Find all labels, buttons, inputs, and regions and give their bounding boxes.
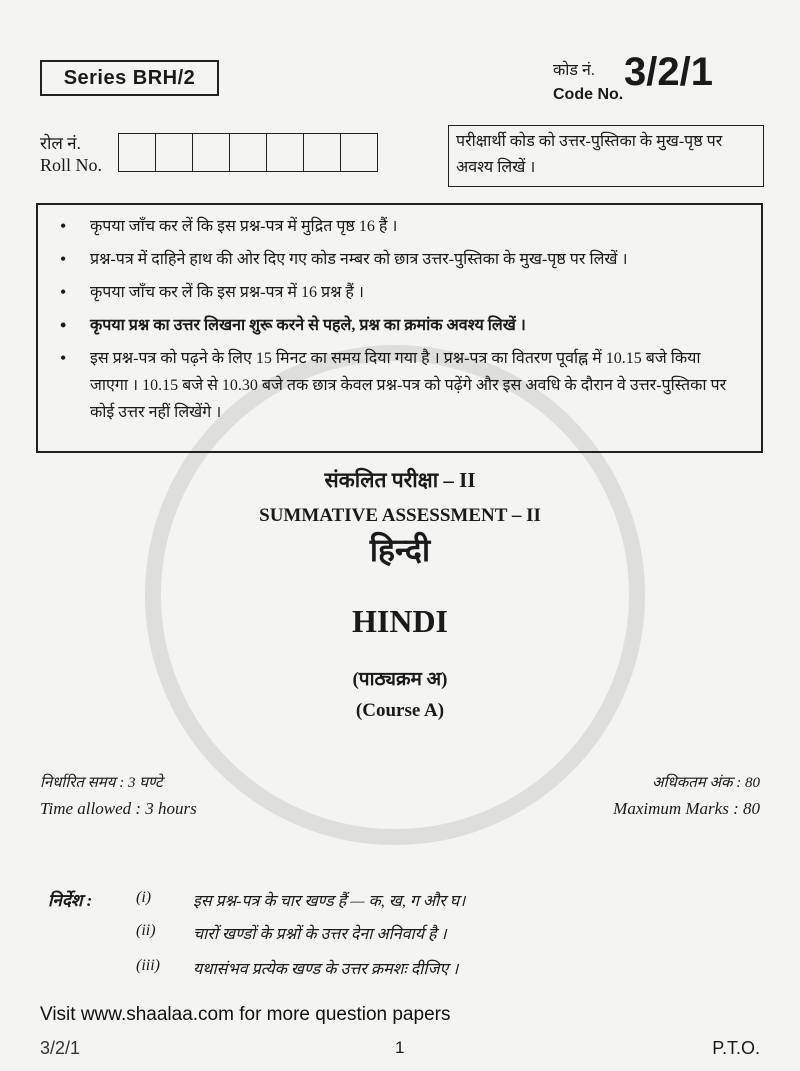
direction-item xyxy=(136,957,458,979)
roll-box xyxy=(193,134,230,171)
max-marks-english: Maximum Marks : 80 xyxy=(613,799,760,818)
direction-text: यथासंभव प्रत्येक खण्ड के उत्तर क्रमशः दीजिए । xyxy=(193,961,459,978)
direction-text: चारों खण्डों के प्रश्नों के उत्तर देना अनिवार्य है । xyxy=(193,926,447,943)
footer-visit-link[interactable]: Visit www.shaalaa.com for more question papers xyxy=(40,1004,451,1025)
subject-english: HINDI xyxy=(351,603,448,639)
instructions-box xyxy=(36,203,763,453)
roll-box xyxy=(230,134,267,171)
roll-box xyxy=(267,134,304,171)
exam-title-hindi: संकलित परीक्षा – II xyxy=(324,468,476,492)
exam-title-english: SUMMATIVE ASSESSMENT – II xyxy=(259,505,541,526)
direction-number: (iii) xyxy=(136,957,160,974)
instruction-text: कृपया जाँच कर लें कि इस प्रश्न-पत्र में 16 प्रश्न हैं । xyxy=(90,284,364,301)
instruction-item xyxy=(60,312,741,339)
footer-code: 3/2/1 xyxy=(40,1038,81,1058)
pto-label: P.T.O. xyxy=(712,1038,760,1058)
direction-item xyxy=(136,889,465,911)
roll-number-boxes xyxy=(118,133,378,172)
roll-box xyxy=(304,134,341,171)
code-label-hindi: कोड नं. xyxy=(553,62,595,79)
roll-box xyxy=(156,134,193,171)
bullet-icon: • xyxy=(60,315,67,335)
time-allowed-hindi: निर्धारित समय : 3 घण्टे xyxy=(40,775,163,791)
bullet-icon: • xyxy=(60,216,67,236)
directions-label: निर्देश : xyxy=(48,891,93,910)
bullet-icon: • xyxy=(60,282,67,302)
roll-label-hindi: रोल नं. xyxy=(40,134,81,153)
bullet-icon: • xyxy=(60,348,67,368)
direction-number: (ii) xyxy=(136,922,156,939)
instruction-item xyxy=(60,279,741,306)
time-allowed-english: Time allowed : 3 hours xyxy=(40,799,197,818)
course-english: (Course A) xyxy=(355,700,445,721)
subject-hindi: हिन्दी xyxy=(369,532,431,568)
instruction-item xyxy=(60,246,741,273)
code-notice-box: परीक्षार्थी कोड को उत्तर-पुस्तिका के मुख-पृष्ठ पर अवश्य लिखें । xyxy=(448,125,764,187)
instruction-text: इस प्रश्न-पत्र को पढ़ने के लिए 15 मिनट का समय दिया गया है । प्रश्न-पत्र का वितरण पूर्वाह्न में 10.15 बजे किया जाएगा । 10.15 बजे से 10.30 बजे तक छात्र केवल प्रश्न-पत्र को पढ़ेंगे और इस अवधि के दौरान वे उत्तर-पुस्तिका पर कोई उत्तर नहीं लिखेंगे । xyxy=(90,350,727,421)
instruction-text: कृपया जाँच कर लें कि इस प्रश्न-पत्र में मुद्रित पृष्ठ 16 हैं । xyxy=(90,218,398,235)
course-hindi: (पाठ्यक्रम अ) xyxy=(352,669,448,690)
instruction-item xyxy=(60,213,741,240)
roll-box xyxy=(341,134,377,171)
instruction-item xyxy=(60,345,741,426)
series-label: Series BRH/2 xyxy=(40,60,219,96)
direction-item xyxy=(136,922,447,944)
page-number: 1 xyxy=(395,1038,405,1057)
roll-box xyxy=(119,134,156,171)
max-marks-hindi: अधिकतम अंक : 80 xyxy=(652,775,760,791)
direction-text: इस प्रश्न-पत्र के चार खण्ड हैं — क, ख, ग और घ। xyxy=(193,893,466,910)
roll-label-english: Roll No. xyxy=(40,155,103,175)
code-number: 3/2/1 xyxy=(624,50,713,94)
instruction-text: प्रश्न-पत्र में दाहिने हाथ की ओर दिए गए कोड नम्बर को छात्र उत्तर-पुस्तिका के मुख-पृष्ठ पर लिखें । xyxy=(90,251,628,268)
direction-number: (i) xyxy=(136,889,152,906)
instruction-text: कृपया प्रश्न का उत्तर लिखना शुरू करने से पहले, प्रश्न का क्रमांक अवश्य लिखें । xyxy=(90,317,526,334)
bullet-icon: • xyxy=(60,249,67,269)
code-label-english: Code No. xyxy=(553,86,624,103)
